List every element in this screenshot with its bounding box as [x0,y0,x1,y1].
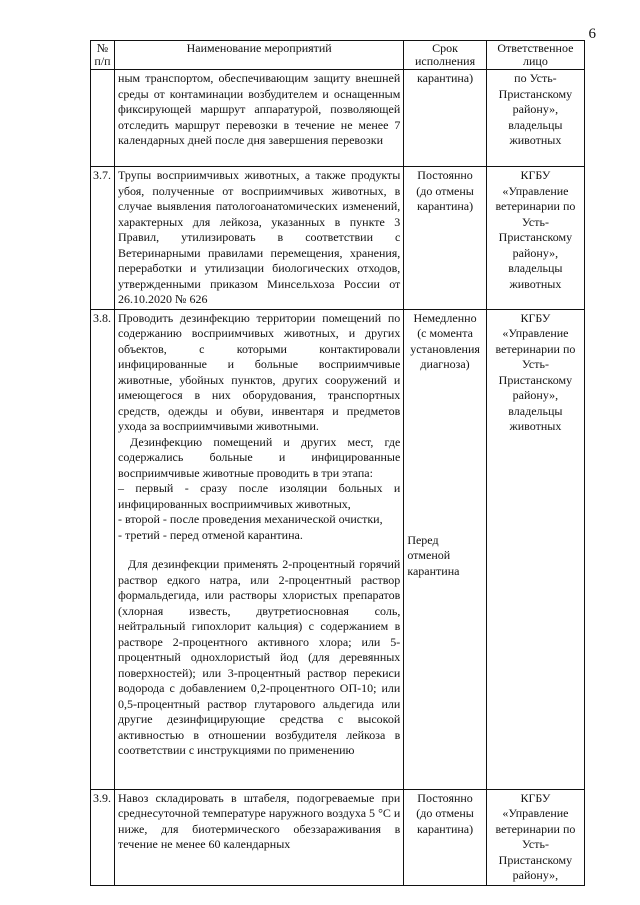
row-term: карантина) [404,70,487,167]
page-number: 6 [588,26,596,42]
header-responsible: Ответственное лицо [486,41,584,70]
measure-paragraph: Для дезинфекции применять 2-процентный горячий раствор едкого натра, или 2-процентный раствор формальдегида, или растворы хлористых препаратов (хлорная известь, двутретиосновная соль, нейтральный гипохлорит кальция) с содержанием в растворе 2-процентного активного хлора; или 5-процентный однохлористый йод (для деревянных поверхностей); или 3-процентный раствор перекиси водорода с добавлением 0,2-процентного ОП-10; или 0,5-процентный раствор глутарового альдегида или другие дезинфицирующие средства с высокой активностью в отношении возбудителя лейкоза в соответствии с инструкциями по применению [118,557,401,757]
measures-table [90,40,585,886]
row-term: Постоянно (до отмены карантина) [404,167,487,310]
row-term [404,309,487,789]
row-measure [115,309,404,789]
term-immediate: Немедленно (с момента установления диагноза) [410,310,480,371]
table-row [91,70,585,167]
stage-item: – первый - сразу после изоляции больных и инфицированных восприимчивых животных, [118,481,401,511]
row-responsible: КГБУ «Управление ветеринарии по Усть-Пристанскому району», владельцы животных [486,167,584,310]
row-number [91,70,115,167]
table-row [91,167,585,310]
table-row [91,309,585,789]
measure-paragraph: Проводить дезинфекцию территории помещений по содержанию восприимчивых животных, и других объектов, с которыми контактировали инфицированные и больные восприимчивые животные, убойных пунктов, других сооружений и имеющегося в них оборудования, транспортных средств, одежды и обуви, инвентаря и предметов ухода за восприимчивыми животными. [118,310,401,433]
term-before-lifting: Перед отменой карантина [407,532,460,578]
row-number: 3.9. [91,789,115,885]
stage-item: - третий - перед отменой карантина. [118,527,303,542]
measure-paragraph: Дезинфекцию помещений и других мест, где содержались больные и инфицированные восприимчивые животные проводить в три этапа: [118,434,401,480]
row-number: 3.7. [91,167,115,310]
row-number: 3.8. [91,309,115,789]
table-row [91,789,585,885]
row-measure: Трупы восприимчивых животных, а также продукты убоя, полученные от восприимчивых животных, в случае выявления патологоанатомических изменений, характерных для лейкоза, указанных в пункте 3 Правил, утилизировать в соответствии с Ветеринарными правилами перемещения, хранения, переработки и утилизации биологических отходов, утвержденными приказом Минсельхоза России от 26.10.2020 № 626 [115,167,404,310]
stage-item: - второй - после проведения механической очистки, [118,512,383,526]
row-measure: Навоз складировать в штабеля, подогреваемые при среднесуточной температуре наружного воздуха 5 °С и ниже, для биотермического обеззараживания в течение не менее 60 календарных [115,789,404,885]
row-responsible: по Усть-Пристанскому району», владельцы животных [486,70,584,167]
row-measure: ным транспортом, обеспечивающим защиту внешней среды от контаминации возбудителем и оснащенным фиксирующей маршрут аппаратурой, позволяющей отследить маршрут перевозки в течение не менее 7 календарных дней после дня завершения перевозки [115,70,404,167]
header-term: Срок исполнения [404,41,487,70]
row-responsible: КГБУ «Управление ветеринарии по Усть-Пристанскому району», [486,789,584,885]
row-term: Постоянно (до отмены карантина) [404,789,487,885]
table-header-row [91,41,585,70]
row-responsible: КГБУ «Управление ветеринарии по Усть-Пристанскому району», владельцы животных [486,309,584,789]
header-name: Наименование мероприятий [115,41,404,70]
header-number: № п/п [91,41,115,70]
